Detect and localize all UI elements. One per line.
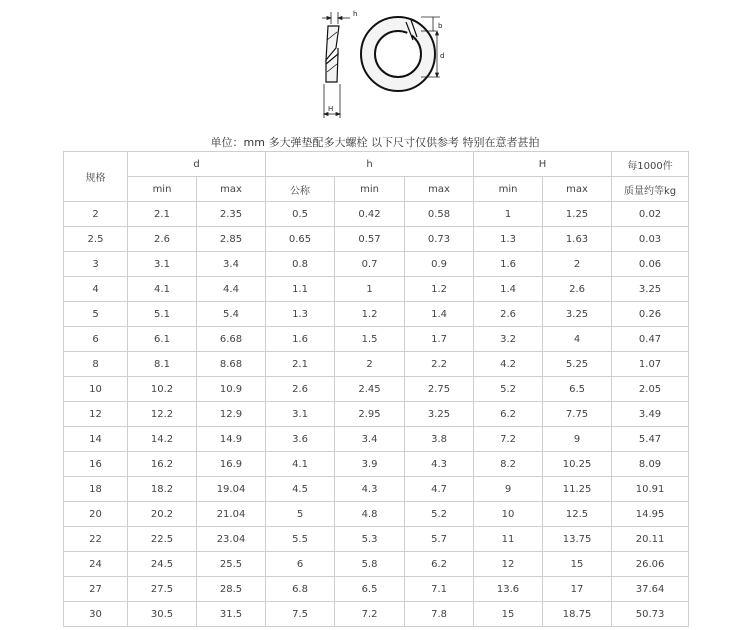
cell-H-min: 4.2 [474,352,543,377]
cell-weight: 0.06 [612,252,689,277]
cell-h-nominal: 0.5 [266,202,335,227]
cell-spec: 18 [64,477,128,502]
unit-caption: 单位：mm 多大弹垫配多大螺栓 以下尺寸仅供参考 特别在意者甚拍 [210,136,540,149]
cell-weight: 0.26 [612,302,689,327]
cell-weight: 8.09 [612,452,689,477]
cell-d-max: 31.5 [197,602,266,627]
cell-spec: 24 [64,552,128,577]
cell-weight: 50.73 [612,602,689,627]
cell-weight: 5.47 [612,427,689,452]
d-label: d [440,52,445,60]
cell-spec: 20 [64,502,128,527]
cell-d-min: 22.5 [128,527,197,552]
cell-spec: 4 [64,277,128,302]
cell-h-nominal: 3.1 [266,402,335,427]
cell-h-nominal: 6 [266,552,335,577]
table-row [64,427,689,452]
cell-H-max: 1.25 [543,202,612,227]
table-row [64,227,689,252]
cell-weight: 14.95 [612,502,689,527]
cell-h-min: 1 [335,277,405,302]
cell-H-max: 13.75 [543,527,612,552]
cell-d-min: 27.5 [128,577,197,602]
cell-h-min: 1.2 [335,302,405,327]
cell-d-max: 3.4 [197,252,266,277]
cell-H-min: 1.4 [474,277,543,302]
cell-d-max: 16.9 [197,452,266,477]
cell-h-max: 6.2 [405,552,474,577]
cell-h-max: 2.2 [405,352,474,377]
cell-d-min: 12.2 [128,402,197,427]
cell-H-max: 11.25 [543,477,612,502]
cell-weight: 2.05 [612,377,689,402]
cell-weight: 20.11 [612,527,689,552]
cell-spec: 16 [64,452,128,477]
cell-d-min: 24.5 [128,552,197,577]
cell-H-max: 5.25 [543,352,612,377]
header-d-max: max [197,177,266,202]
cell-spec: 6 [64,327,128,352]
cell-d-min: 30.5 [128,602,197,627]
cell-weight: 26.06 [612,552,689,577]
cell-H-min: 2.6 [474,302,543,327]
cell-H-min: 8.2 [474,452,543,477]
cell-weight: 0.47 [612,327,689,352]
cell-H-min: 1 [474,202,543,227]
side-view [326,26,339,82]
cell-d-min: 14.2 [128,427,197,452]
cell-H-min: 7.2 [474,427,543,452]
h-label: h [353,10,358,18]
header-h-max: max [405,177,474,202]
cell-h-nominal: 5.5 [266,527,335,552]
cell-d-max: 8.68 [197,352,266,377]
cell-weight: 1.07 [612,352,689,377]
table-row [64,552,689,577]
cell-h-nominal: 2.6 [266,377,335,402]
header-h-nominal: 公称 [266,177,335,202]
cell-h-max: 0.73 [405,227,474,252]
cell-spec: 2.5 [64,227,128,252]
header-weight-top: 每1000件 [612,152,689,177]
cell-weight: 37.64 [612,577,689,602]
cell-h-min: 5.8 [335,552,405,577]
table-row [64,327,689,352]
cell-h-max: 1.4 [405,302,474,327]
cell-H-min: 9 [474,477,543,502]
cell-d-min: 8.1 [128,352,197,377]
cell-d-max: 12.9 [197,402,266,427]
cell-weight: 0.03 [612,227,689,252]
table-row [64,302,689,327]
cell-h-max: 4.7 [405,477,474,502]
cell-d-min: 2.6 [128,227,197,252]
cell-h-min: 0.42 [335,202,405,227]
cell-d-max: 14.9 [197,427,266,452]
cell-h-max: 3.8 [405,427,474,452]
cell-h-nominal: 0.65 [266,227,335,252]
cell-h-max: 4.3 [405,452,474,477]
cell-h-max: 7.1 [405,577,474,602]
cell-h-min: 7.2 [335,602,405,627]
cell-H-min: 3.2 [474,327,543,352]
cell-h-min: 6.5 [335,577,405,602]
cell-h-min: 4.3 [335,477,405,502]
cell-spec: 10 [64,377,128,402]
table-row [64,577,689,602]
cell-H-min: 1.6 [474,252,543,277]
header-spec: 规格 [64,152,128,202]
cell-H-max: 2 [543,252,612,277]
cell-H-max: 3.25 [543,302,612,327]
cell-h-max: 1.2 [405,277,474,302]
cell-spec: 14 [64,427,128,452]
cell-d-max: 25.5 [197,552,266,577]
cell-h-nominal: 4.5 [266,477,335,502]
cell-d-max: 28.5 [197,577,266,602]
cell-d-min: 10.2 [128,377,197,402]
cell-spec: 8 [64,352,128,377]
cell-h-min: 1.5 [335,327,405,352]
cell-spec: 5 [64,302,128,327]
spring-washer-diagram [290,4,460,128]
header-weight-bottom: 质量约等kg [612,177,689,202]
cell-d-max: 2.35 [197,202,266,227]
cell-spec: 2 [64,202,128,227]
cell-d-min: 16.2 [128,452,197,477]
cell-h-nominal: 7.5 [266,602,335,627]
table-row [64,402,689,427]
cell-d-max: 2.85 [197,227,266,252]
table-row [64,352,689,377]
header-H: H [474,152,612,177]
cell-h-max: 3.25 [405,402,474,427]
cell-h-max: 0.9 [405,252,474,277]
header-H-min: min [474,177,543,202]
table-row [64,527,689,552]
header-d-min: min [128,177,197,202]
cell-H-min: 10 [474,502,543,527]
cell-spec: 12 [64,402,128,427]
cell-h-min: 4.8 [335,502,405,527]
cell-d-max: 21.04 [197,502,266,527]
cell-d-max: 5.4 [197,302,266,327]
cell-H-max: 12.5 [543,502,612,527]
header-h: h [266,152,474,177]
cell-h-nominal: 2.1 [266,352,335,377]
cell-d-min: 5.1 [128,302,197,327]
cell-d-min: 18.2 [128,477,197,502]
cell-h-nominal: 6.8 [266,577,335,602]
cell-H-max: 2.6 [543,277,612,302]
cell-H-max: 17 [543,577,612,602]
cell-h-min: 2.45 [335,377,405,402]
top-view [361,17,435,91]
cell-h-nominal: 1.6 [266,327,335,352]
cell-spec: 30 [64,602,128,627]
cell-H-min: 6.2 [474,402,543,427]
cell-H-min: 11 [474,527,543,552]
cell-spec: 3 [64,252,128,277]
cell-d-max: 23.04 [197,527,266,552]
cell-H-max: 9 [543,427,612,452]
cell-h-min: 2 [335,352,405,377]
h-dimension [322,12,350,24]
cell-H-max: 7.75 [543,402,612,427]
table-row [64,277,689,302]
cell-d-max: 19.04 [197,477,266,502]
H-label: H [328,105,334,113]
cell-h-min: 3.9 [335,452,405,477]
cell-h-nominal: 1.3 [266,302,335,327]
cell-weight: 0.02 [612,202,689,227]
cell-H-max: 6.5 [543,377,612,402]
cell-H-max: 1.63 [543,227,612,252]
cell-h-nominal: 0.8 [266,252,335,277]
cell-H-min: 5.2 [474,377,543,402]
header-h-min: min [335,177,405,202]
cell-h-max: 2.75 [405,377,474,402]
cell-h-nominal: 3.6 [266,427,335,452]
spec-table-body [64,202,689,627]
cell-d-max: 10.9 [197,377,266,402]
cell-h-max: 5.7 [405,527,474,552]
cell-h-max: 7.8 [405,602,474,627]
table-row [64,502,689,527]
header-d: d [128,152,266,177]
cell-spec: 27 [64,577,128,602]
cell-h-max: 5.2 [405,502,474,527]
b-label: b [438,22,443,30]
table-row [64,477,689,502]
table-row [64,252,689,277]
table-row [64,377,689,402]
table-row [64,452,689,477]
cell-h-nominal: 4.1 [266,452,335,477]
header-H-max: max [543,177,612,202]
cell-d-min: 4.1 [128,277,197,302]
cell-spec: 22 [64,527,128,552]
cell-h-nominal: 5 [266,502,335,527]
cell-d-max: 4.4 [197,277,266,302]
cell-H-min: 1.3 [474,227,543,252]
cell-h-min: 0.7 [335,252,405,277]
cell-h-max: 0.58 [405,202,474,227]
cell-d-min: 20.2 [128,502,197,527]
table-row [64,202,689,227]
cell-h-min: 5.3 [335,527,405,552]
cell-weight: 3.25 [612,277,689,302]
cell-d-min: 6.1 [128,327,197,352]
cell-h-min: 0.57 [335,227,405,252]
cell-h-max: 1.7 [405,327,474,352]
table-row [64,602,689,627]
cell-d-max: 6.68 [197,327,266,352]
washer-spec-table [63,151,689,627]
cell-H-max: 4 [543,327,612,352]
cell-H-max: 15 [543,552,612,577]
cell-H-max: 10.25 [543,452,612,477]
cell-h-min: 3.4 [335,427,405,452]
cell-d-min: 2.1 [128,202,197,227]
cell-weight: 3.49 [612,402,689,427]
cell-H-min: 13.6 [474,577,543,602]
cell-d-min: 3.1 [128,252,197,277]
cell-H-min: 15 [474,602,543,627]
cell-H-min: 12 [474,552,543,577]
cell-h-min: 2.95 [335,402,405,427]
cell-H-max: 18.75 [543,602,612,627]
cell-weight: 10.91 [612,477,689,502]
cell-h-nominal: 1.1 [266,277,335,302]
